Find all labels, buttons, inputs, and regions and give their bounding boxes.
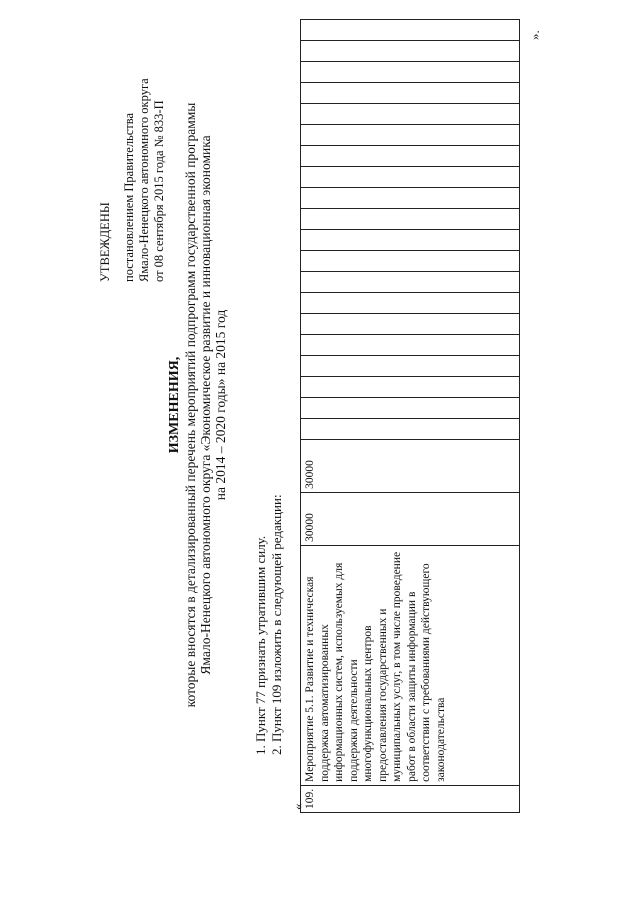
row-value [301, 271, 520, 292]
quote-close: ». [527, 30, 542, 40]
row-value [301, 166, 520, 187]
row-value: 30000 [301, 492, 520, 545]
row-value [301, 124, 520, 145]
row-value [301, 355, 520, 376]
items-list [253, 255, 285, 755]
title-main: ИЗМЕНЕНИЯ, [167, 356, 182, 454]
row-name: Мероприятие 5.1. Развитие и техническая поддержка автоматизированных информационных систем, используемых для поддержки деятельности многофункциональных центров предоставления государственных и муниципальных услуг, в том числе проведение работ в области защиты информации в соответствии с требованиями действующего законодательства [301, 545, 520, 785]
approval-line: постановлением Правительства [122, 112, 136, 282]
row-value [301, 334, 520, 355]
row-value [301, 61, 520, 82]
row-value [301, 82, 520, 103]
item-paragraph: 2. Пункт 109 изложить в следующей редакции: [269, 494, 284, 755]
approval-line: Ямало-Ненецкого автономного округа [137, 78, 151, 282]
row-value: 30000 [301, 439, 520, 492]
row-value [301, 376, 520, 397]
row-value [301, 19, 520, 40]
row-number: 109. [301, 785, 520, 812]
document-title [167, 65, 228, 745]
quote-open: « [290, 803, 305, 810]
changes-table [300, 19, 520, 813]
row-value [301, 229, 520, 250]
row-value [301, 250, 520, 271]
title-line: на 2014 – 2020 годы» на 2015 год [213, 309, 228, 501]
title-line: которые вносятся в детализированный перечень мероприятий подпрограмм государственной программы [183, 102, 198, 708]
row-value [301, 313, 520, 334]
row-value [301, 208, 520, 229]
table-row [301, 19, 520, 812]
approval-line: от 08 сентября 2015 года № 833-П [152, 100, 166, 282]
row-value [301, 292, 520, 313]
row-value [301, 187, 520, 208]
row-value [301, 103, 520, 124]
item-paragraph: 1. Пункт 77 признать утратившим силу. [253, 535, 268, 755]
row-value [301, 397, 520, 418]
row-value [301, 418, 520, 439]
row-value [301, 145, 520, 166]
row-value [301, 40, 520, 61]
approval-stamp [98, 22, 167, 282]
approval-heading: УТВЕЖДЕНЫ [98, 202, 112, 282]
title-line: Ямало-Ненецкого автономного округа «Экономическое развитие и инновационная экономика [198, 135, 213, 675]
